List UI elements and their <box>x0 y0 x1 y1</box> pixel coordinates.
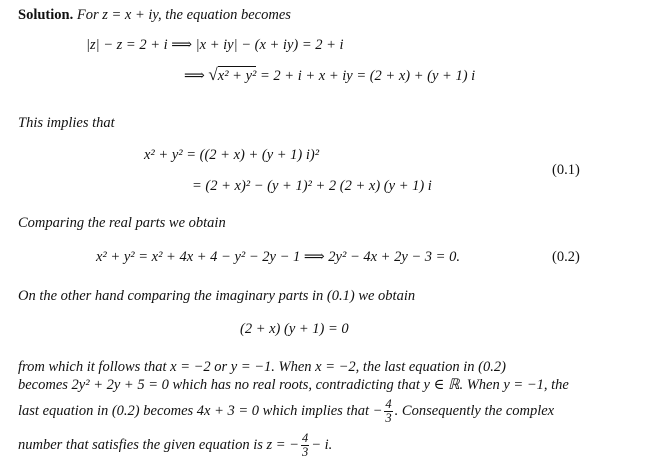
equation-02: x² + y² = x² + 4x + 4 − y² − 2y − 1 ⟹ 2y² − 4x + 2y − 3 = 0. <box>96 249 460 265</box>
fraction-denominator: 3 <box>301 445 309 459</box>
implies-text: This implies that <box>18 115 115 131</box>
sqrt-sign: √ <box>208 65 218 84</box>
equation-imaginary: (2 + x) (y + 1) = 0 <box>240 321 349 337</box>
equation-2 <box>184 66 475 85</box>
fraction-numerator: 4 <box>301 431 309 445</box>
sqrt-body: x² + y² <box>217 68 257 84</box>
equation-number-01: (0.1) <box>552 162 580 178</box>
paragraph-line-4-b: − i. <box>311 436 333 453</box>
equation-01-line1: x² + y² = ((2 + x) + (y + 1) i)² <box>144 147 320 163</box>
paragraph-line-3-a: last equation in (0.2) becomes 4x + 3 = 0 which implies that − <box>18 402 383 419</box>
equation-1: |z| − z = 2 + i ⟹ |x + iy| − (x + iy) = 2 + i <box>86 37 344 53</box>
equation-2-rest: = 2 + i + x + iy = (2 + x) + (y + 1) i <box>260 68 476 84</box>
solution-label: Solution. <box>18 7 74 23</box>
fraction-denominator: 3 <box>385 411 392 425</box>
fraction-four-thirds-final <box>301 432 309 459</box>
paragraph-line-4 <box>18 432 332 459</box>
implies-arrow: ⟹ <box>184 68 205 84</box>
equation-number-02: (0.2) <box>552 249 580 265</box>
paragraph-line-3 <box>18 398 554 425</box>
paragraph-line-1: from which it follows that x = −2 or y = −1. When x = −2, the last equation in (0.2) <box>18 359 506 375</box>
real-parts-text: Comparing the real parts we obtain <box>18 215 226 231</box>
solution-intro-text: For z = x + iy, the equation becomes <box>76 7 291 23</box>
solution-intro-line <box>18 6 291 24</box>
fraction-four-thirds <box>384 398 392 425</box>
paragraph-line-2: becomes 2y² + 2y + 5 = 0 which has no real roots, contradicting that y ∈ ℝ. When y = −1, the <box>18 377 569 393</box>
fraction-numerator: 4 <box>385 397 392 411</box>
equation-01-line2: = (2 + x)² − (y + 1)² + 2 (2 + x) (y + 1) i <box>192 178 432 194</box>
paragraph-line-4-a: number that satisfies the given equation is z = − <box>18 436 299 453</box>
paragraph-line-3-b: . Consequently the complex <box>394 402 555 419</box>
imaginary-parts-text: On the other hand comparing the imaginary parts in (0.1) we obtain <box>18 288 416 304</box>
